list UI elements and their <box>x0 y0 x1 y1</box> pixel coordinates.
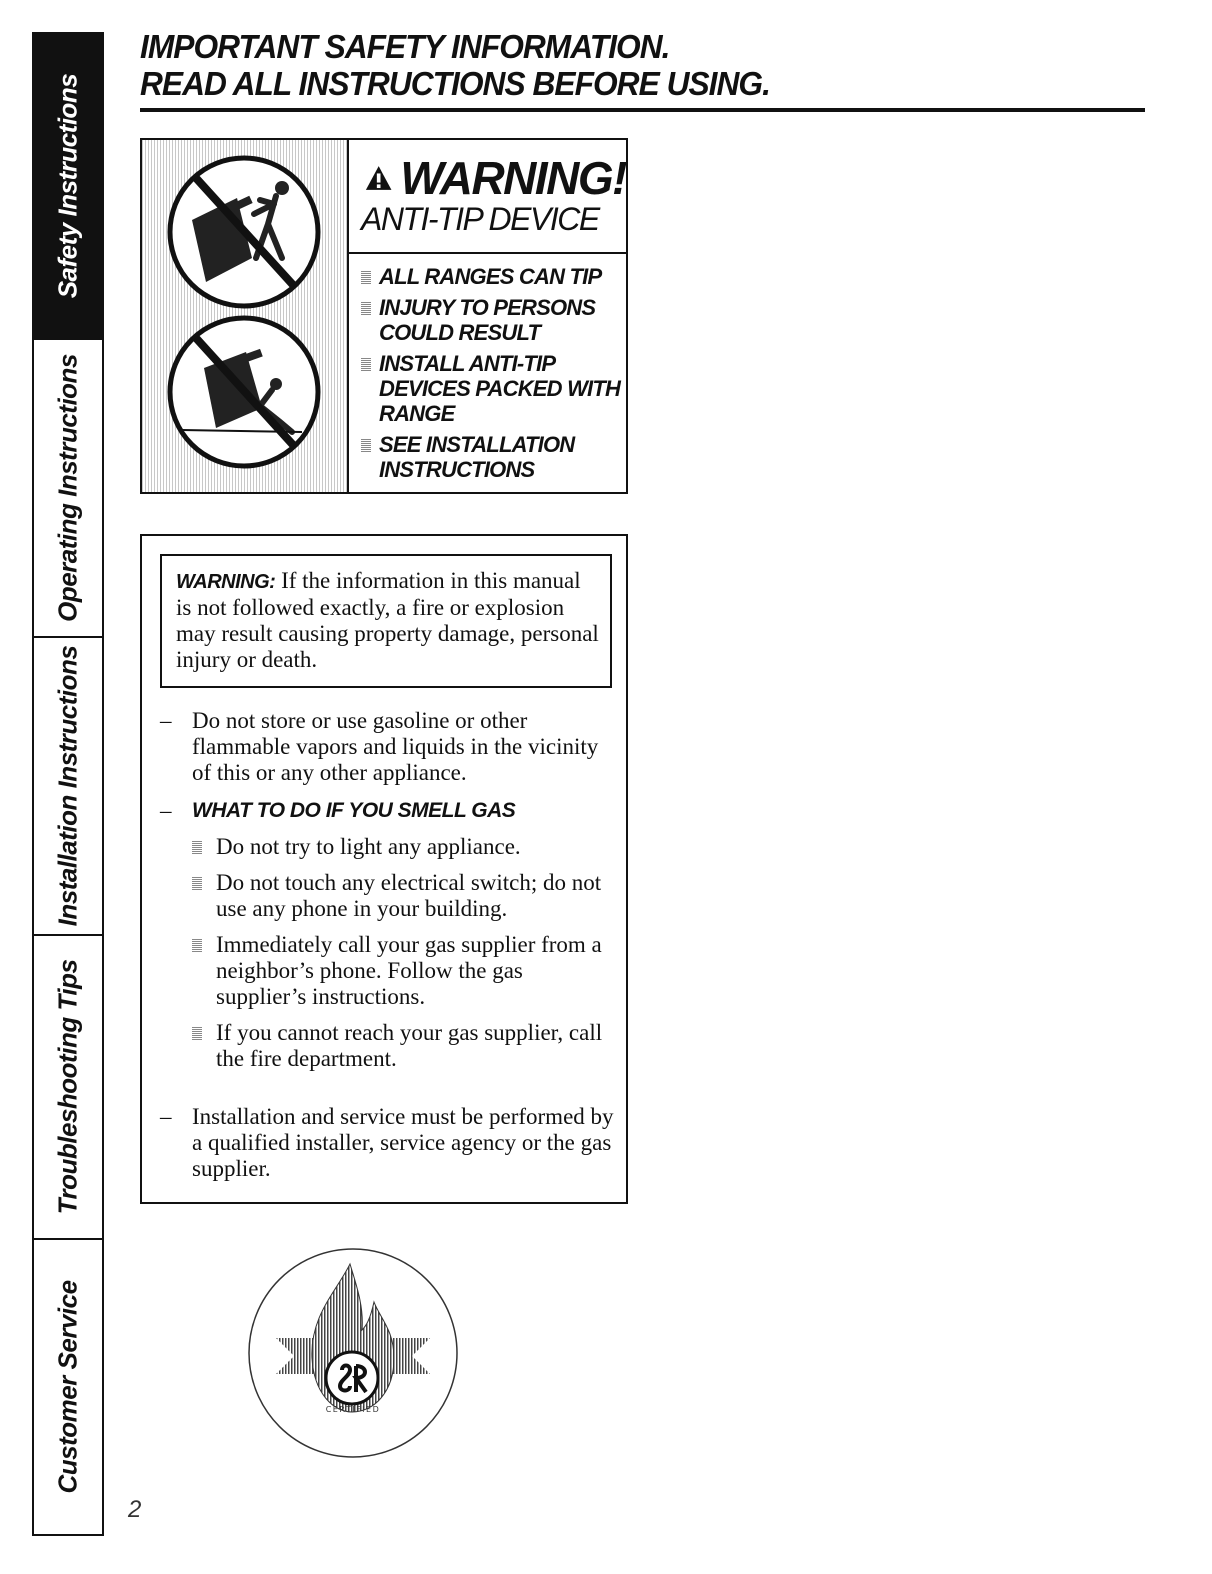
list-item: Immediately call your gas supplier from a neighbor’s phone. Follow the gas supplier’s instructions. <box>188 932 618 1010</box>
tab-customer-service[interactable]: Customer Service <box>52 1280 83 1494</box>
bullet-icon <box>361 301 371 315</box>
list-item: If you cannot reach your gas supplier, call the fire department. <box>188 1020 618 1072</box>
warning-header <box>349 154 626 254</box>
warning-title: WARNING! <box>400 152 626 204</box>
header-divider <box>140 108 1145 112</box>
list-item: ALL RANGES CAN TIP <box>349 264 626 289</box>
tab-installation-instructions[interactable]: Installation Instructions <box>34 638 102 936</box>
bullet-icon <box>192 840 202 854</box>
csa-certified-logo-icon <box>246 1246 460 1460</box>
list-item: INJURY TO PERSONS COULD RESULT <box>349 295 626 345</box>
page-number: 2 <box>128 1496 142 1523</box>
list-item: SEE INSTALLATION INSTRUCTIONS <box>349 432 626 482</box>
list-item: Do not try to light any appliance. <box>188 834 618 860</box>
bullet-icon <box>192 1026 202 1040</box>
list-item: Do not touch any electrical switch; do not use any phone in your building. <box>188 870 618 922</box>
tab-operating-instructions[interactable]: Operating Instructions <box>34 340 102 638</box>
smell-gas-steps <box>188 834 618 1082</box>
title-line-2: READ ALL INSTRUCTIONS BEFORE USING. <box>140 65 770 102</box>
dash-item-installation: – Installation and service must be performed by a qualified installer, service agency or the gas supplier. <box>160 1104 614 1181</box>
title-line-1: IMPORTANT SAFETY INFORMATION. <box>140 28 670 65</box>
dash-item-smell-gas: – WHAT TO DO IF YOU SMELL GAS <box>160 798 516 823</box>
section-tabs <box>32 32 104 1536</box>
page-title <box>140 28 1145 102</box>
tab-troubleshooting-tips[interactable]: Troubleshooting Tips <box>34 936 102 1240</box>
tip-illustration-panel <box>142 140 349 492</box>
anti-tip-list <box>349 254 626 482</box>
bullet-icon <box>361 357 371 371</box>
bullet-icon <box>192 938 202 952</box>
list-item: INSTALL ANTI-TIP DEVICES PACKED WITH RANGE <box>349 351 626 426</box>
warning-label: WARNING: <box>176 571 276 593</box>
warning-subtitle: ANTI-TIP DEVICE <box>361 201 599 237</box>
bullet-icon <box>192 876 202 890</box>
dash-item-storage: – Do not store or use gasoline or other flammable vapors and liquids in the vicinity of this or any other appliance. <box>160 708 599 785</box>
range-tipping-icon <box>142 140 347 492</box>
warning-text: If the information in this manual is not followed exactly, a fire or explosion may result causing property damage, personal injury or death. <box>176 568 599 672</box>
bullet-icon <box>361 438 371 452</box>
bullet-icon <box>361 270 371 284</box>
anti-tip-warning-box <box>140 138 628 494</box>
warning-triangle-icon <box>365 163 392 193</box>
gas-warning-box <box>140 534 628 1204</box>
tab-safety-instructions[interactable]: Safety Instructions <box>34 34 102 340</box>
fire-explosion-warning <box>160 554 612 688</box>
certified-caption: CERTIFIED <box>325 1405 381 1414</box>
